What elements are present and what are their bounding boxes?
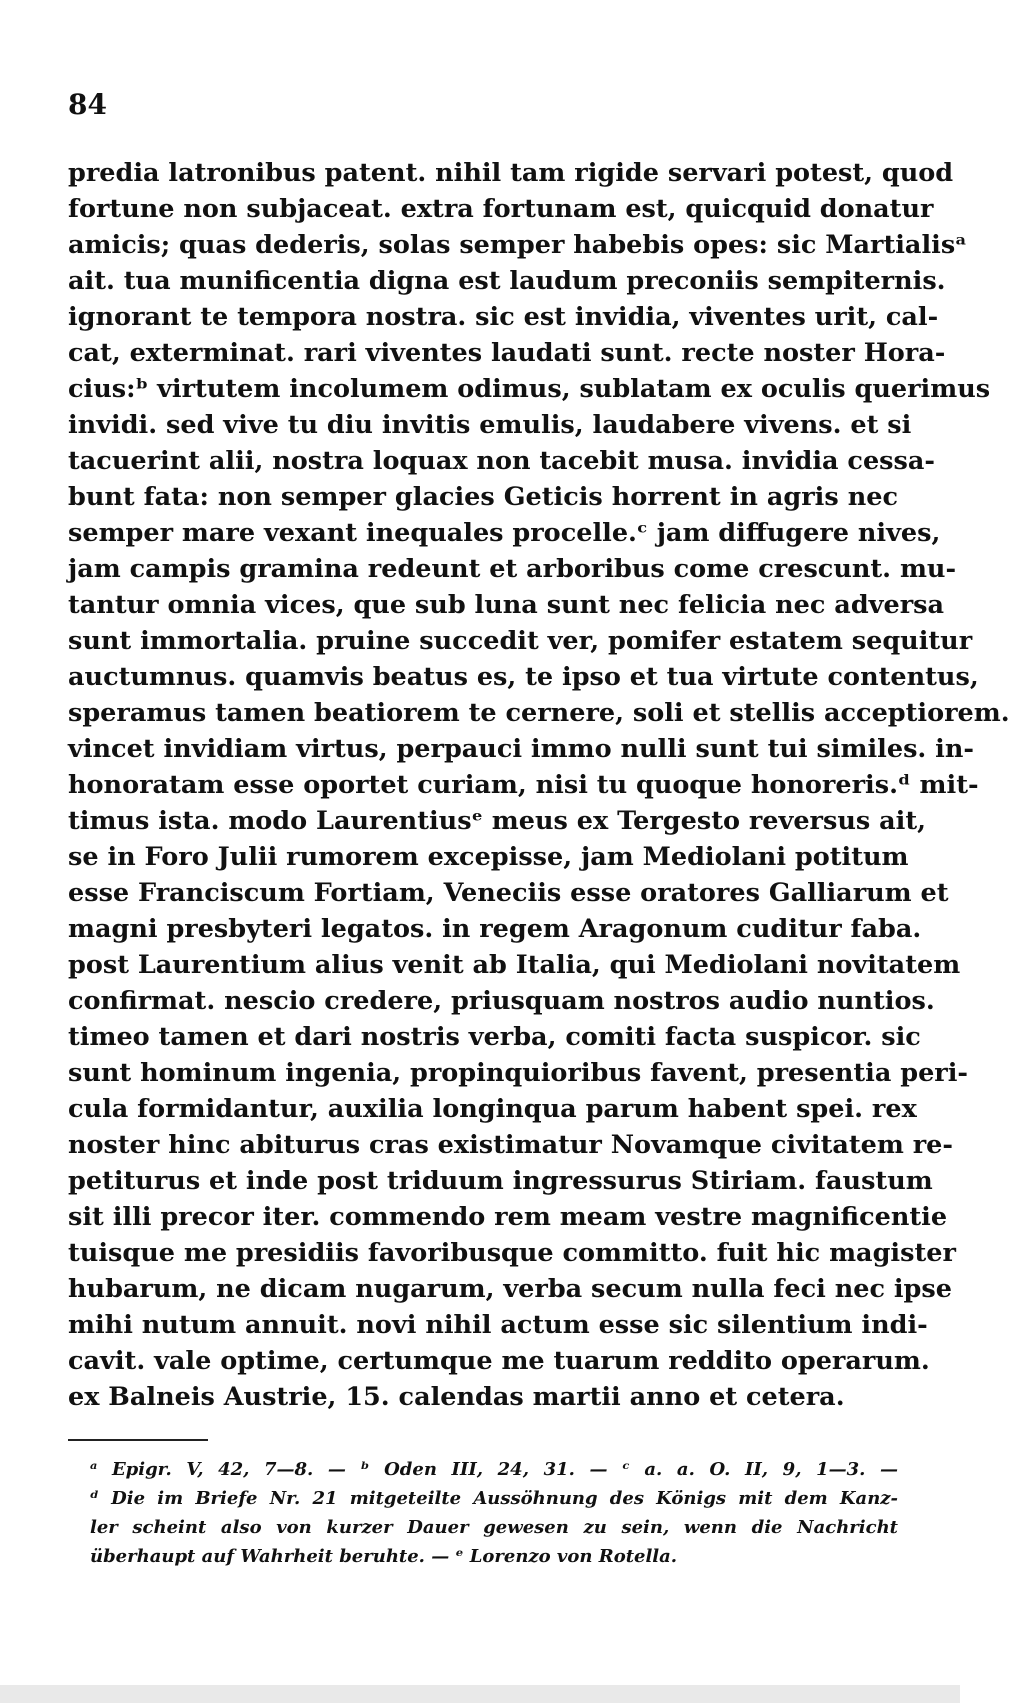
text-line: cat, exterminat. rari viventes laudati sunt. recte noster Hora- xyxy=(68,338,946,368)
text-line: predia latronibus patent. nihil tam rigide servari potest, quod xyxy=(68,158,954,188)
text-line: ait. tua munificentia digna est laudum preconiis sempiternis. xyxy=(68,266,946,296)
text-line: mihi nutum annuit. novi nihil actum esse sic silentium indi- xyxy=(68,1310,928,1340)
text-line: post Laurentium alius venit ab Italia, qui Mediolani novitatem xyxy=(68,950,961,980)
text-line: amicis; quas dederis, solas semper habebis opes: sic Martialisᵃ xyxy=(68,230,968,260)
text-line: vincet invidiam virtus, perpauci immo nulli sunt tui similes. in- xyxy=(68,734,974,764)
text-line: timus ista. modo Laurentiusᵉ meus ex Tergesto reversus ait, xyxy=(68,806,926,836)
text-line: cula formidantur, auxilia longinqua parum habent spei. rex xyxy=(68,1094,917,1124)
text-line: confirmat. nescio credere, priusquam nostros audio nuntios. xyxy=(68,986,935,1016)
text-line: se in Foro Julii rumorem excepisse, jam Mediolani potitum xyxy=(68,842,909,872)
text-line: honoratam esse oportet curiam, nisi tu quoque honoreris.ᵈ mit- xyxy=(68,770,979,800)
footnote-line: ᵈ Die im Briefe Nr. 21 mitgeteilte Aussöhnung des Königs mit dem Kanz- xyxy=(90,1488,898,1509)
text-line: auctumnus. quamvis beatus es, te ipso et tua virtute contentus, xyxy=(68,662,979,692)
text-line: tacuerint alii, nostra loquax non tacebit musa. invidia cessa- xyxy=(68,446,935,476)
page-number: 84 xyxy=(68,88,107,121)
text-line: speramus tamen beatiorem te cernere, soli et stellis acceptiorem. xyxy=(68,698,1010,728)
text-line: ex Balneis Austrie, 15. calendas martii anno et cetera. xyxy=(68,1382,845,1412)
text-line: tuisque me presidiis favoribusque committo. fuit hic magister xyxy=(68,1238,956,1268)
footnote-line: ᵃ Epigr. V, 42, 7—8. — ᵇ Oden III, 24, 31. — ᶜ a. a. O. II, 9, 1—3. — xyxy=(90,1459,898,1480)
text-line: magni presbyteri legatos. in regem Aragonum cuditur faba. xyxy=(68,914,922,944)
footnote-line: überhaupt auf Wahrheit beruhte. — ᵉ Lorenzo von Rotella. xyxy=(90,1546,678,1567)
footnote-line: ler scheint also von kurzer Dauer gewesen zu sein, wenn die Nachricht xyxy=(90,1517,898,1538)
text-line: esse Franciscum Fortiam, Veneciis esse oratores Galliarum et xyxy=(68,878,949,908)
text-line: cius:ᵇ virtutem incolumem odimus, sublatam ex oculis querimus xyxy=(68,374,991,404)
text-line: sunt immortalia. pruine succedit ver, pomifer estatem sequitur xyxy=(68,626,973,656)
footnotes xyxy=(90,1455,898,1571)
text-line: jam campis gramina redeunt et arboribus come crescunt. mu- xyxy=(68,554,957,584)
body-text xyxy=(68,155,1010,1415)
text-line: timeo tamen et dari nostris verba, comiti facta suspicor. sic xyxy=(68,1022,921,1052)
text-line: cavit. vale optime, certumque me tuarum reddito operarum. xyxy=(68,1346,930,1376)
text-line: sunt hominum ingenia, propinquioribus favent, presentia peri- xyxy=(68,1058,968,1088)
text-line: tantur omnia vices, que sub luna sunt nec felicia nec adversa xyxy=(68,590,945,620)
text-line: ignorant te tempora nostra. sic est invidia, viventes urit, cal- xyxy=(68,302,939,332)
text-line: fortune non subjaceat. extra fortunam est, quicquid donatur xyxy=(68,194,934,224)
text-line: semper mare vexant inequales procelle.ᶜ jam diffugere nives, xyxy=(68,518,941,548)
scan-bottom-edge xyxy=(0,1685,960,1703)
text-line: bunt fata: non semper glacies Geticis horrent in agris nec xyxy=(68,482,898,512)
footnote-rule xyxy=(68,1439,208,1441)
text-line: noster hinc abiturus cras existimatur Novamque civitatem re- xyxy=(68,1130,953,1160)
text-line: invidi. sed vive tu diu invitis emulis, laudabere vivens. et si xyxy=(68,410,912,440)
text-line: hubarum, ne dicam nugarum, verba secum nulla feci nec ipse xyxy=(68,1274,952,1304)
text-line: petiturus et inde post triduum ingressurus Stiriam. faustum xyxy=(68,1166,933,1196)
text-line: sit illi precor iter. commendo rem meam vestre magnificentie xyxy=(68,1202,948,1232)
